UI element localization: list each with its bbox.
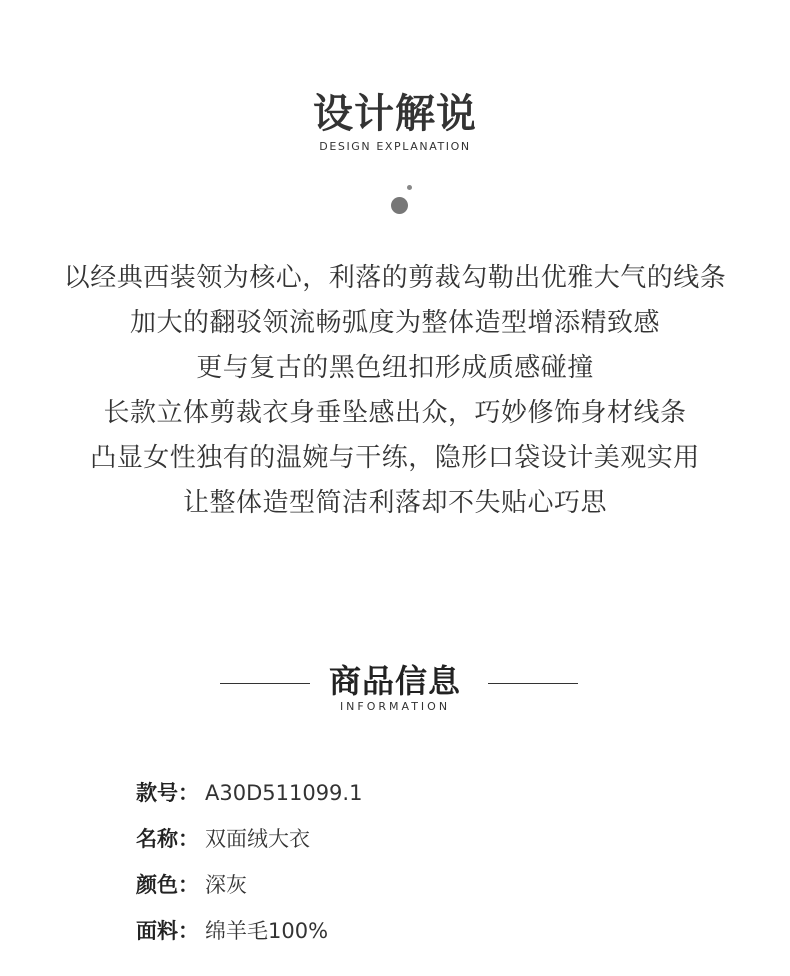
design-subtitle: DESIGN EXPLANATION	[319, 140, 471, 153]
product-spec-list	[136, 772, 636, 956]
small-dot-icon	[407, 185, 412, 190]
spec-value: 深灰	[205, 873, 247, 897]
spec-label: 面料：	[136, 919, 199, 943]
description-line: 凸显女性独有的温婉与干练，隐形口袋设计美观实用	[90, 443, 700, 473]
description-line: 长款立体剪裁衣身垂坠感出众，巧妙修饰身材线条	[103, 398, 687, 428]
spec-row-color	[136, 864, 636, 910]
spec-value: A30D511099.1	[205, 781, 363, 805]
product-info-title: 商品信息	[328, 662, 461, 700]
dot-decoration-icon	[380, 176, 420, 220]
spec-row-name	[136, 818, 636, 864]
product-info-subtitle: INFORMATION	[339, 700, 451, 713]
spec-label: 名称：	[136, 827, 199, 851]
product-info-header	[0, 656, 790, 720]
large-dot-icon	[391, 197, 408, 214]
spec-row-style-number	[136, 772, 636, 818]
spec-row-fabric	[136, 910, 636, 956]
spec-value: 双面绒大衣	[205, 827, 310, 851]
description-line: 让整体造型简洁利落却不失贴心巧思	[182, 488, 607, 518]
design-description	[0, 256, 790, 526]
description-line: 加大的翻驳领流畅弧度为整体造型增添精致感	[129, 308, 660, 338]
spec-label: 颜色：	[136, 873, 199, 897]
description-line: 以经典西装领为核心，利落的剪裁勾勒出优雅大气的线条	[63, 263, 727, 293]
description-line: 更与复古的黑色纽扣形成质感碰撞	[196, 353, 594, 383]
design-title: 设计解说	[313, 91, 477, 137]
spec-label: 款号：	[136, 781, 199, 805]
spec-value: 绵羊毛100%	[205, 919, 329, 943]
